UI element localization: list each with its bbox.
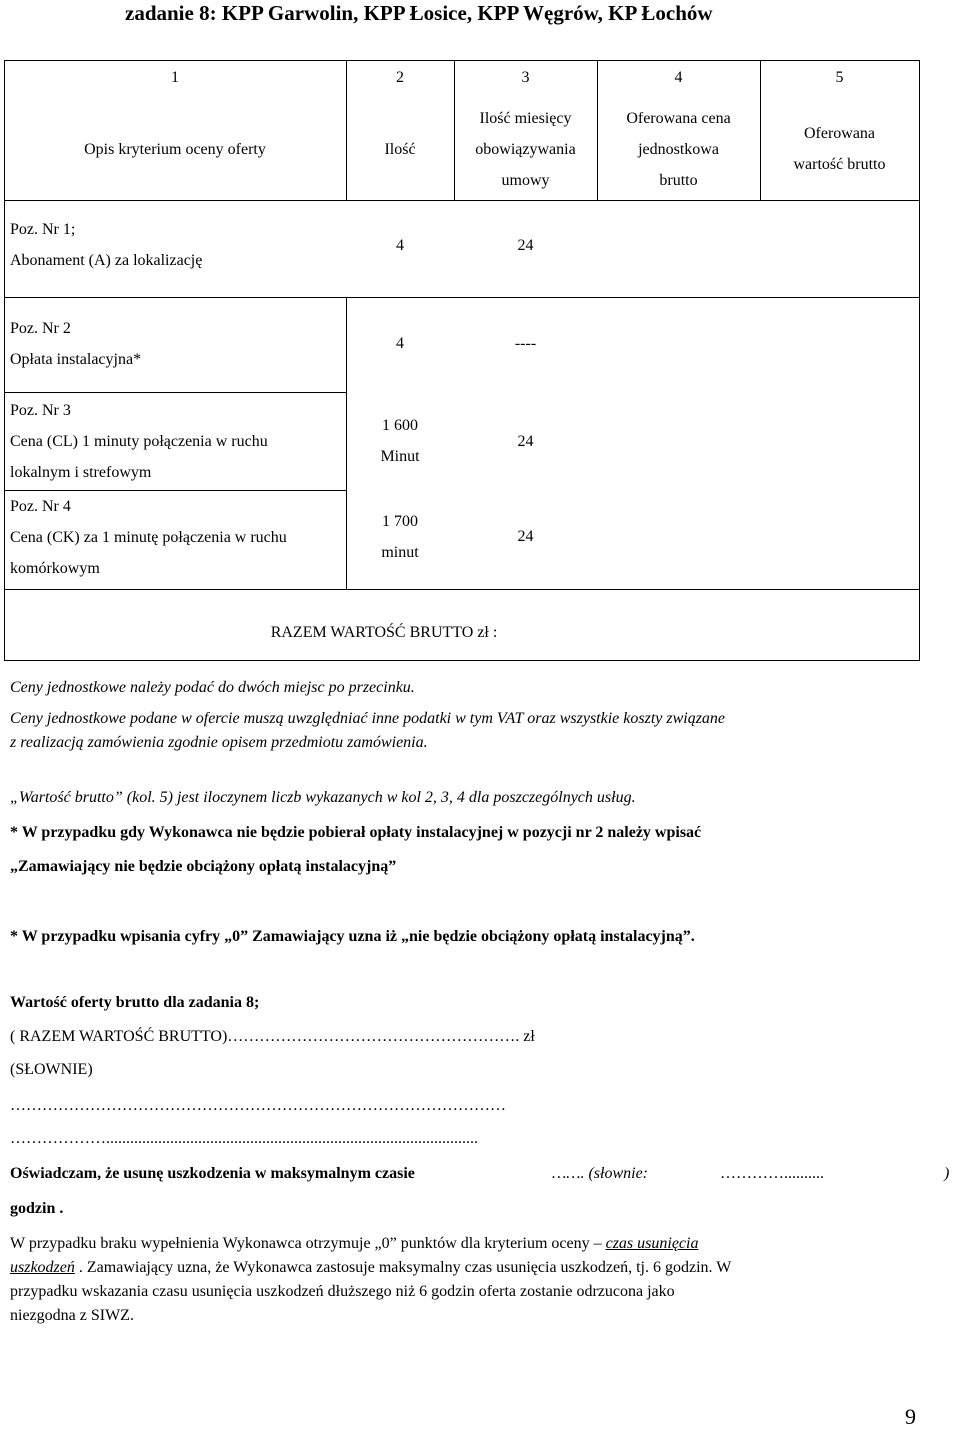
note-installation-quote: „Zamawiający nie będzie obciążony opłatą instalacyjną” — [10, 858, 397, 875]
row-2-quantity: 4 — [396, 335, 404, 352]
header-quantity: Ilość — [384, 141, 416, 158]
row-4-description: Poz. Nr 4 Cena (CK) za 1 minutę połączenia w ruchu komórkowym — [10, 498, 287, 577]
row-2-description: Poz. Nr 2 Opłata instalacyjna* — [10, 320, 142, 368]
final-note-line-3: przypadku wskazania czasu usunięcia uszkodzeń dłuższego niż 6 godzin oferta zostanie odrzucona jako — [10, 1283, 675, 1300]
offer-words-line-1: ………………………………………………………………………………… — [10, 1097, 506, 1114]
repair-time-words-blank: ………….......... — [720, 1165, 824, 1182]
row-1-quantity: 4 — [396, 237, 404, 254]
row-3-months: 24 — [517, 433, 534, 450]
row-3-quantity: 1 600 Minut — [380, 417, 420, 465]
col-number-3: 3 — [521, 69, 530, 86]
final-note-line-2: uszkodzeń . Zamawiający uzna, że Wykonawca zastosuje maksymalny czas usunięcia uszkodzeń, tj. 6 godzin. W — [10, 1259, 732, 1276]
col-number-2: 2 — [396, 69, 404, 86]
repair-time-close-paren: ) — [944, 1165, 950, 1182]
offer-value-label: Wartość oferty brutto dla zadania 8; — [10, 994, 260, 1011]
repair-time-statement: Oświadczam, że usunę uszkodzenia w maksymalnym czasie — [10, 1165, 415, 1182]
note-gross-value: „Wartość brutto” (kol. 5) jest iloczynem liczb wykazanych w kol 2, 3, 4 dla poszczególnych usług. — [10, 789, 636, 806]
row-3-description: Poz. Nr 3 Cena (CL) 1 minuty połączenia w ruchu lokalnym i strefowym — [10, 402, 268, 481]
note-decimal-places: Ceny jednostkowe należy podać do dwóch miejsc po przecinku. — [10, 679, 415, 696]
note-zero-digit: * W przypadku wpisania cyfry „0” Zamawiający uzna iż „nie będzie obciążony opłatą instalacyjną”. — [10, 928, 695, 945]
col-number-1: 1 — [171, 69, 179, 86]
offer-words-label: (SŁOWNIE) — [10, 1061, 93, 1078]
header-criterion: Opis kryterium oceny oferty — [84, 141, 266, 158]
total-gross-label: RAZEM WARTOŚĆ BRUTTO zł : — [270, 624, 498, 641]
page-number: 9 — [905, 1404, 916, 1429]
note-prices-include-cont: z realizacją zamówienia zgodnie opisem przedmiotu zamówienia. — [10, 734, 428, 751]
row-2-months: ---- — [514, 335, 537, 352]
note-prices-include: Ceny jednostkowe podane w ofercie muszą uwzględniać inne podatki w tym VAT oraz wszystkie koszty związane — [10, 710, 726, 727]
row-1-months: 24 — [517, 237, 534, 254]
repair-time-hours: godzin . — [10, 1200, 64, 1217]
header-gross-value: Oferowana wartość brutto — [793, 125, 886, 173]
repair-time-blank: ……. (słownie: — [552, 1165, 648, 1182]
header-unit-price: Oferowana cena jednostkowa brutto — [626, 110, 731, 189]
header-months: Ilość miesięcy obowiązywania umowy — [475, 110, 576, 189]
row-4-quantity: 1 700 minut — [381, 513, 419, 561]
col-number-4: 4 — [674, 69, 683, 86]
row-1-description: Poz. Nr 1; Abonament (A) za lokalizację — [10, 221, 203, 269]
col-number-5: 5 — [835, 69, 844, 86]
note-installation-fee: * W przypadku gdy Wykonawca nie będzie pobierał opłaty instalacyjnej w pozycji nr 2 należy wpisać — [10, 824, 702, 841]
page-title: zadanie 8: KPP Garwolin, KPP Łosice, KPP Węgrów, KP Łochów — [125, 1, 713, 25]
offer-total-line: ( RAZEM WARTOŚĆ BRUTTO)………………………………………………. zł — [10, 1028, 535, 1045]
final-note-line-4: niezgodna z SIWZ. — [10, 1307, 134, 1324]
final-note-line-1: W przypadku braku wypełnienia Wykonawca otrzymuje „0” punktów dla kryterium oceny – czas usunięcia — [10, 1235, 699, 1252]
row-4-months: 24 — [517, 528, 534, 545]
offer-words-line-2: ………………............................................................................................. — [10, 1130, 478, 1147]
